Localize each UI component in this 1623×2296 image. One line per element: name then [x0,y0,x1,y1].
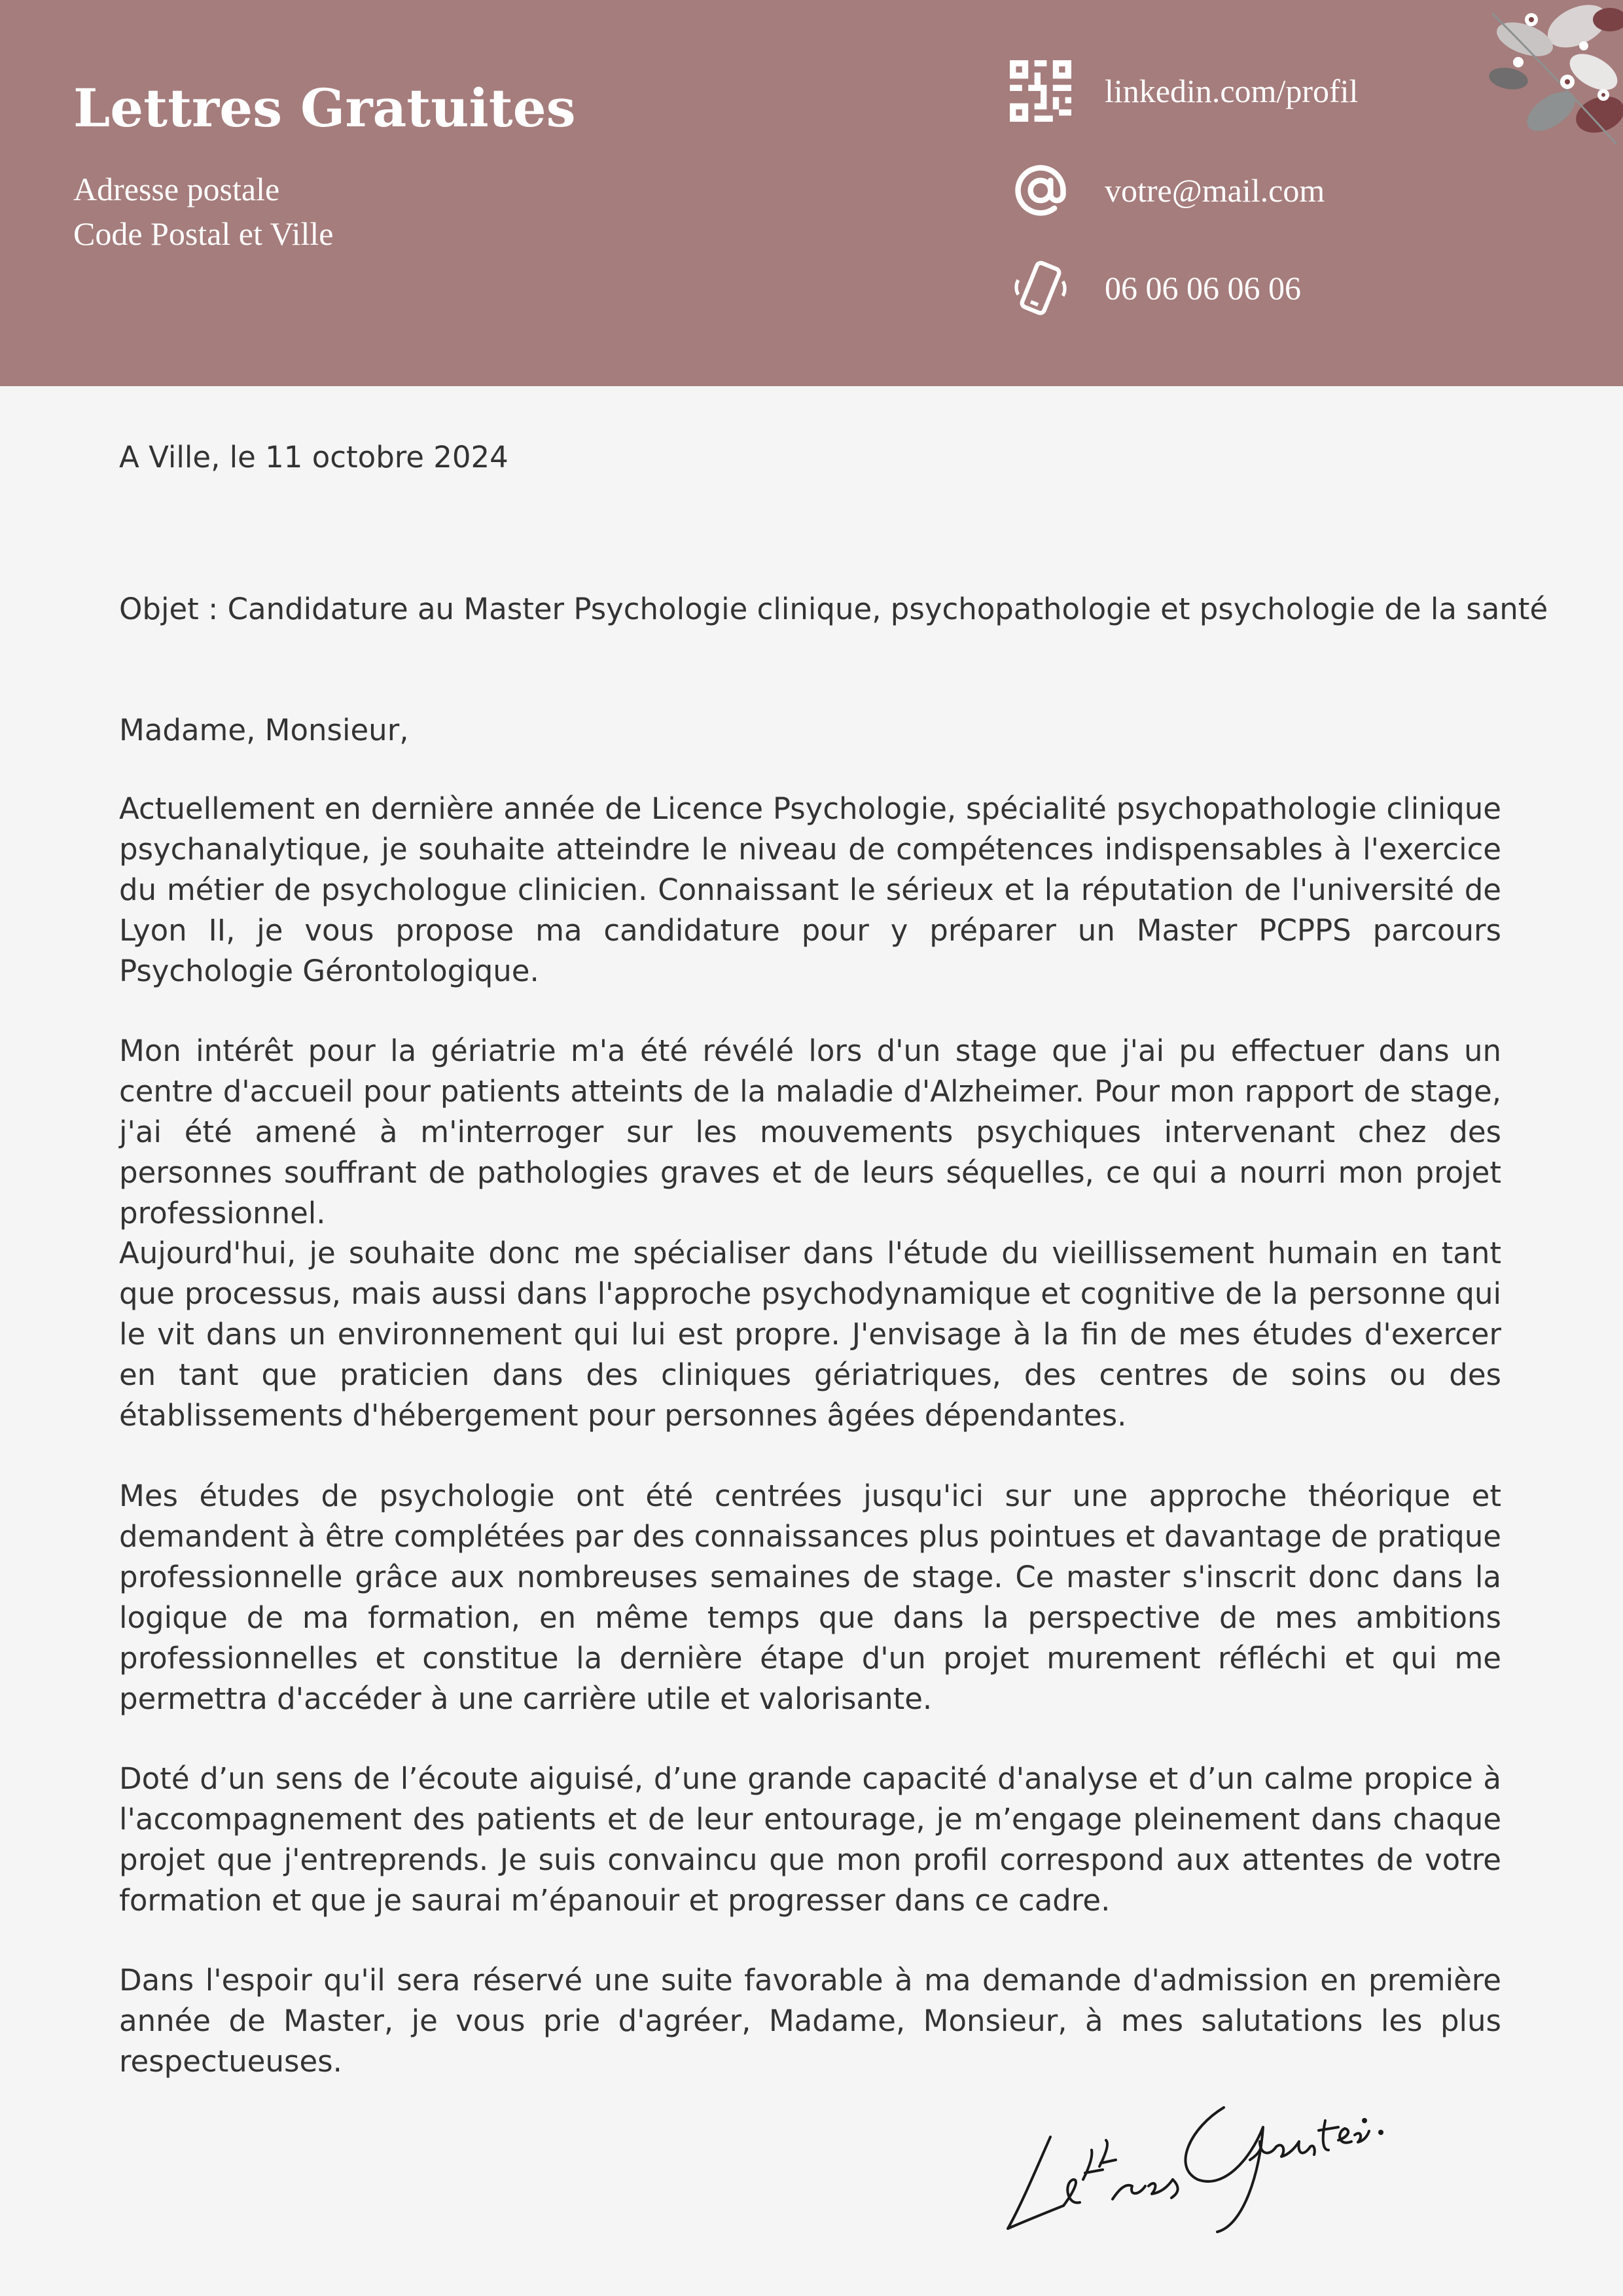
letter-subject: Objet : Candidature au Master Psychologie clinique, psychopathologie et psychologie de la santé [119,592,1548,626]
letter-paragraph: Actuellement en dernière année de Licence Psychologie, spécialité psychopathologie clinique psychanalytique, je souhaite atteindre le niveau de compétences indispensables à l'exercice du métier de psychologue clinicien. Connaissant le sérieux et la réputation de l'université de Lyon II, je vous propose ma candidature pour y préparer un Master PCPPS parcours Psychologie Gérontologique. [119,791,1501,988]
phone-number: 06 06 06 06 06 [1105,270,1301,306]
address-line-1: Adresse postale [73,171,280,207]
email-address: votre@mail.com [1105,172,1325,209]
phone-icon [1008,255,1073,321]
contact-email [1008,154,1466,226]
handwritten-signature [1001,2081,1394,2238]
address-line-2: Code Postal et Ville [73,215,334,252]
linkedin-url: linkedin.com/profil [1105,73,1359,109]
contact-phone [1008,252,1466,324]
letter-paragraph: Mon intérêt pour la gériatrie m'a été révélé lors d'un stage que j'ai pu effectuer dans un centre d'accueil pour patients atteints de la maladie d'Alzheimer. Pour mon rapport de stage, j'ai été amené à m'interroger sur les mouvements psychiques intervenant chez des personnes souffrant de pathologies graves et de leurs séquelles, ce qui a nourri mon projet professionnel. [119,1033,1501,1230]
contact-linkedin [1008,55,1466,127]
letter-greeting: Madame, Monsieur, [119,713,409,747]
letter-paragraph: Aujourd'hui, je souhaite donc me spécialiser dans l'étude du vieillissement humain en tant que processus, mais aussi dans l'approche psychodynamique et cognitive de la personne qui le vit dans un environnement qui lui est propre. J'envisage à la fin de mes études d'exercer en tant que praticien dans des cliniques gériatriques, des centres de soins ou des établissements d'hébergement pour personnes âgées dépendantes. [119,1236,1501,1433]
sender-name: Lettres Gratuites [73,77,576,139]
floral-decoration-icon [1479,0,1623,157]
letter-date: A Ville, le 11 octobre 2024 [119,440,508,475]
letter-paragraph: Mes études de psychologie ont été centrées jusqu'ici sur une approche théorique et demandent à être complétées par des connaissances plus pointues et davantage de pratique professionnelle grâce aux nombreuses semaines de stage. Ce master s'inscrit donc dans la logique de ma formation, en même temps que dans la perspective de mes ambitions professionnelles et constitue la dernière étape d'un projet murement réfléchi et qui me permettra d'accéder à une carrière utile et valorisante. [119,1479,1501,1716]
letter-paragraph: Doté d’un sens de l’écoute aiguisé, d’une grande capacité d'analyse et d’un calme propice à l'accompagnement des patients et de leur entourage, je m’engage pleinement dans chaque projet que j'entreprends. Je suis convaincu que mon profil correspond aux attentes de votre formation et que je saurai m’épanouir et progresser dans ce cadre. [119,1761,1501,1918]
header-band [0,0,1623,386]
at-sign-icon [1008,158,1073,223]
letter-paragraph: Dans l'espoir qu'il sera réservé une suite favorable à ma demande d'admission en première année de Master, je vous prie d'agréer, Madame, Monsieur, à mes salutations les plus respectueuses. [119,1963,1501,2079]
qr-code-icon [1008,58,1073,124]
